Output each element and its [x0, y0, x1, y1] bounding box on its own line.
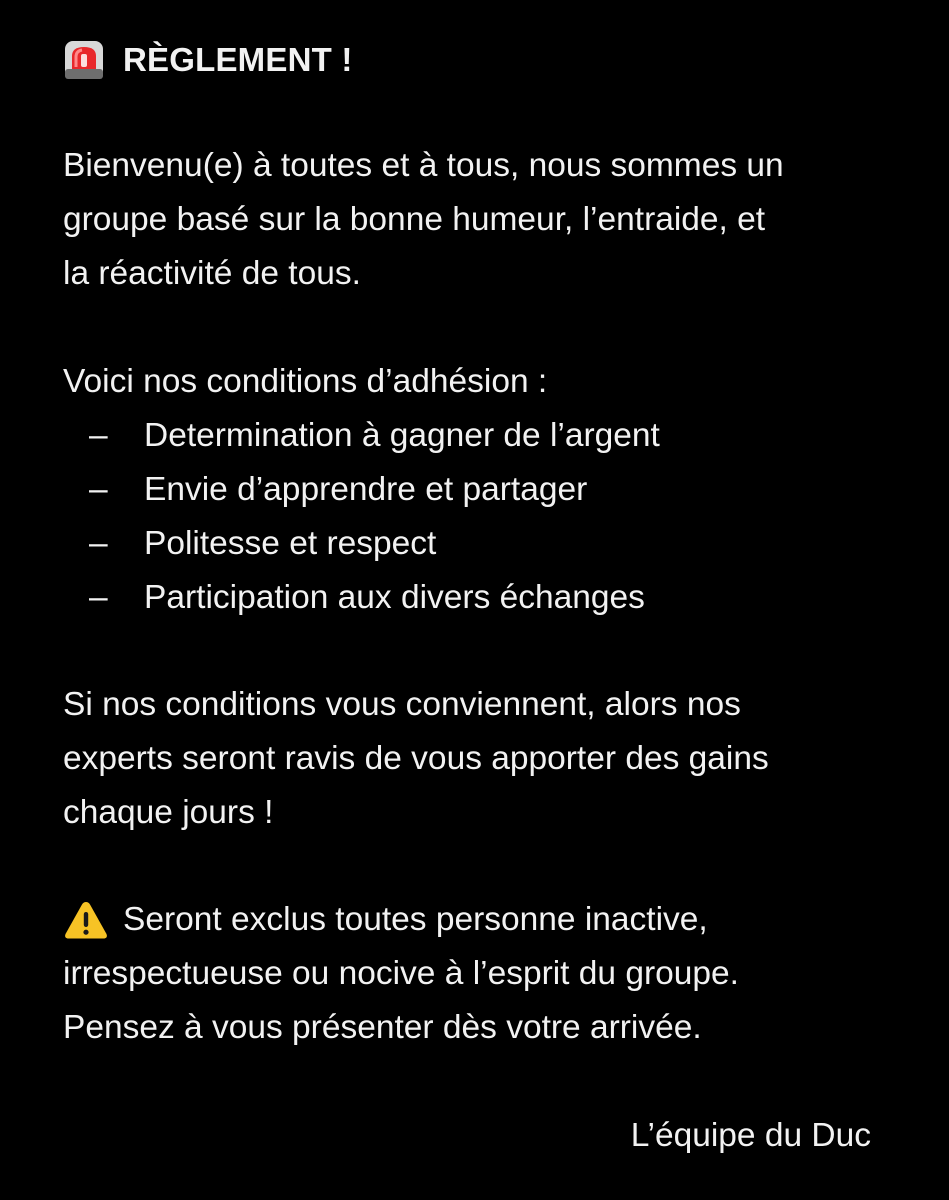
- closing-line: Si nos conditions vous conviennent, alors nos: [63, 686, 741, 723]
- title-row: [63, 36, 353, 84]
- list-item-text: Determination à gagner de l’argent: [144, 417, 660, 454]
- closing-paragraph: [63, 678, 769, 840]
- intro-paragraph: [63, 139, 784, 301]
- dash-bullet: –: [89, 579, 108, 616]
- page-title: RÈGLEMENT !: [123, 41, 353, 78]
- warning-first-line: [63, 893, 739, 947]
- conditions-heading: [63, 355, 547, 409]
- warning-paragraph: [63, 893, 739, 1055]
- warning-icon: [63, 899, 109, 941]
- conditions-heading-text: Voici nos conditions d’adhésion :: [63, 363, 548, 400]
- dash-bullet: –: [89, 471, 108, 508]
- closing-line: experts seront ravis de vous apporter des gains: [63, 740, 769, 777]
- warning-line: Pensez à vous présenter dès votre arrivée.: [63, 1009, 702, 1046]
- warning-line: irrespectueuse ou nocive à l’esprit du groupe.: [63, 955, 739, 992]
- closing-line: chaque jours !: [63, 794, 274, 831]
- list-item-text: Envie d’apprendre et partager: [144, 471, 588, 508]
- list-item-text: Politesse et respect: [144, 525, 437, 562]
- intro-line: la réactivité de tous.: [63, 255, 361, 292]
- rotating-light-icon: [63, 39, 105, 81]
- list-item-text: Participation aux divers échanges: [144, 579, 645, 616]
- intro-line: Bienvenu(e) à toutes et à tous, nous sommes un: [63, 147, 784, 184]
- dash-bullet: –: [89, 417, 108, 454]
- rules-document: [63, 0, 883, 1200]
- intro-line: groupe basé sur la bonne humeur, l’entraide, et: [63, 201, 766, 238]
- signature: L’équipe du Duc: [630, 1117, 871, 1154]
- dash-bullet: –: [89, 525, 108, 562]
- warning-line-text: Seront exclus toutes personne inactive,: [123, 901, 708, 938]
